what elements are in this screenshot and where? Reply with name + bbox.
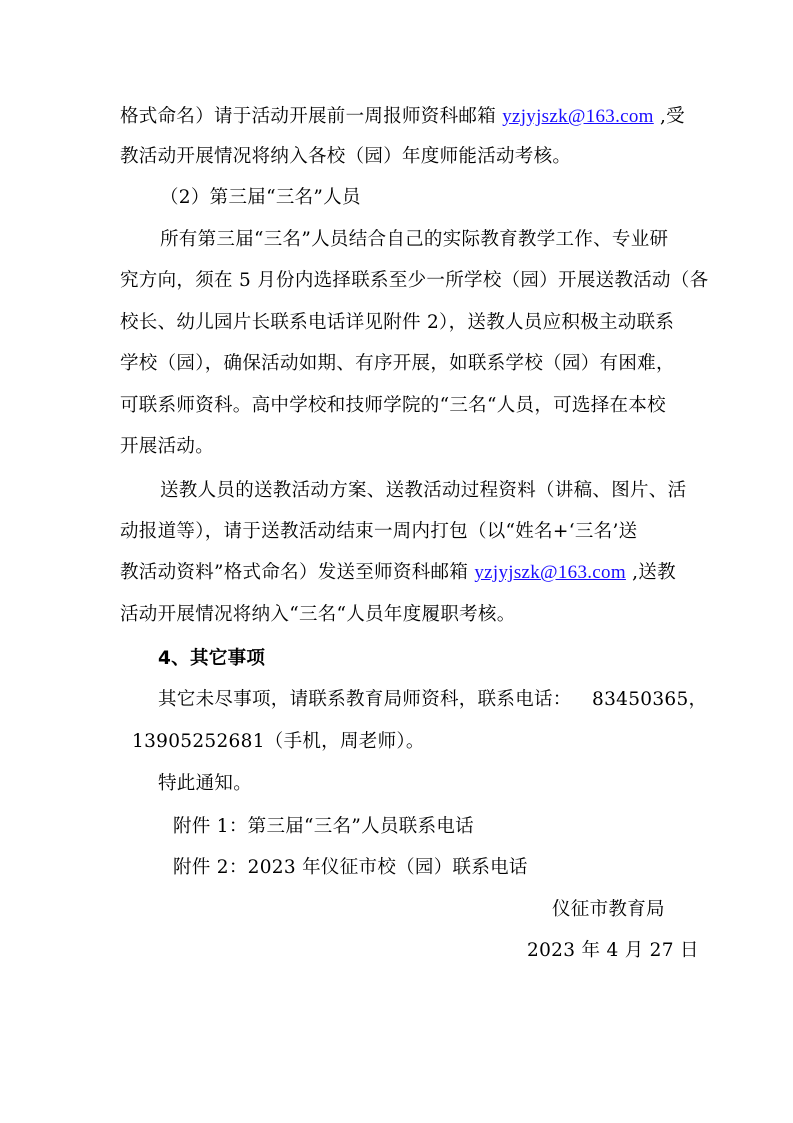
- paragraph-1-line-1: [120, 106, 685, 128]
- paragraph-2-line-3: 校长、幼儿园片长联系电话详见附件 2），送教人员应积极主动联系: [120, 312, 675, 333]
- closing-text: 特此通知。: [158, 773, 253, 794]
- attachment-1: 附件 1：第三届“三名”人员联系电话: [173, 816, 474, 837]
- paragraph-1-line-2: 教活动开展情况将纳入各校（园）年度师能活动考核。: [120, 146, 572, 167]
- signature-org: 仪征市教育局: [552, 899, 665, 920]
- paragraph-2-line-6: 开展活动。: [120, 436, 215, 457]
- signature-date: 2023 年 4 月 27 日: [527, 940, 699, 961]
- paragraph-4-line-1: [158, 689, 572, 711]
- paragraph-3-line-3: [120, 562, 676, 584]
- paragraph-2-line-2: 究方向，须在 5 月份内选择联系至少一所学校（园）开展送教活动（各: [120, 270, 709, 291]
- section-4-heading: 4、其它事项: [158, 648, 266, 669]
- paragraph-3-text-after: ,送教: [625, 562, 676, 583]
- section-2-heading: （2）第三届“三名”人员: [160, 187, 361, 208]
- email-link-1[interactable]: yzjyjszk@163.com: [502, 106, 654, 127]
- paragraph-3-line-4: 活动开展情况将纳入“三名“人员年度履职考核。: [120, 604, 516, 625]
- paragraph-2-line-1: 所有第三届“三名”人员结合自己的实际教育教学工作、专业研: [160, 229, 669, 250]
- paragraph-1-text: 格式命名）请于活动开展前一周报师资科邮箱: [120, 106, 503, 127]
- contact-text: 其它未尽事项，请联系教育局师资科，联系电话：: [158, 689, 572, 710]
- paragraph-4-line-2: 13905252681（手机，周老师）。: [132, 731, 425, 752]
- email-link-2[interactable]: yzjyjszk@163.com: [474, 562, 626, 583]
- attachment-2: 附件 2：2023 年仪征市校（园）联系电话: [173, 857, 528, 878]
- paragraph-3-text: 教活动资料”格式命名）发送至师资科邮箱: [120, 562, 475, 583]
- phone-number-office: 83450365，: [592, 689, 708, 710]
- paragraph-3-line-2: 动报道等），请于送教活动结束一周内打包（以“姓名+‘三名’送: [120, 521, 638, 542]
- paragraph-2-line-4: 学校（园），确保活动如期、有序开展，如联系学校（园）有困难，: [120, 353, 675, 374]
- paragraph-2-line-5: 可联系师资科。高中学校和技师学院的“三名“人员，可选择在本校: [120, 395, 666, 416]
- paragraph-1-text-after: ,受: [653, 106, 685, 127]
- paragraph-3-line-1: 送教人员的送教活动方案、送教活动过程资料（讲稿、图片、活: [160, 480, 687, 501]
